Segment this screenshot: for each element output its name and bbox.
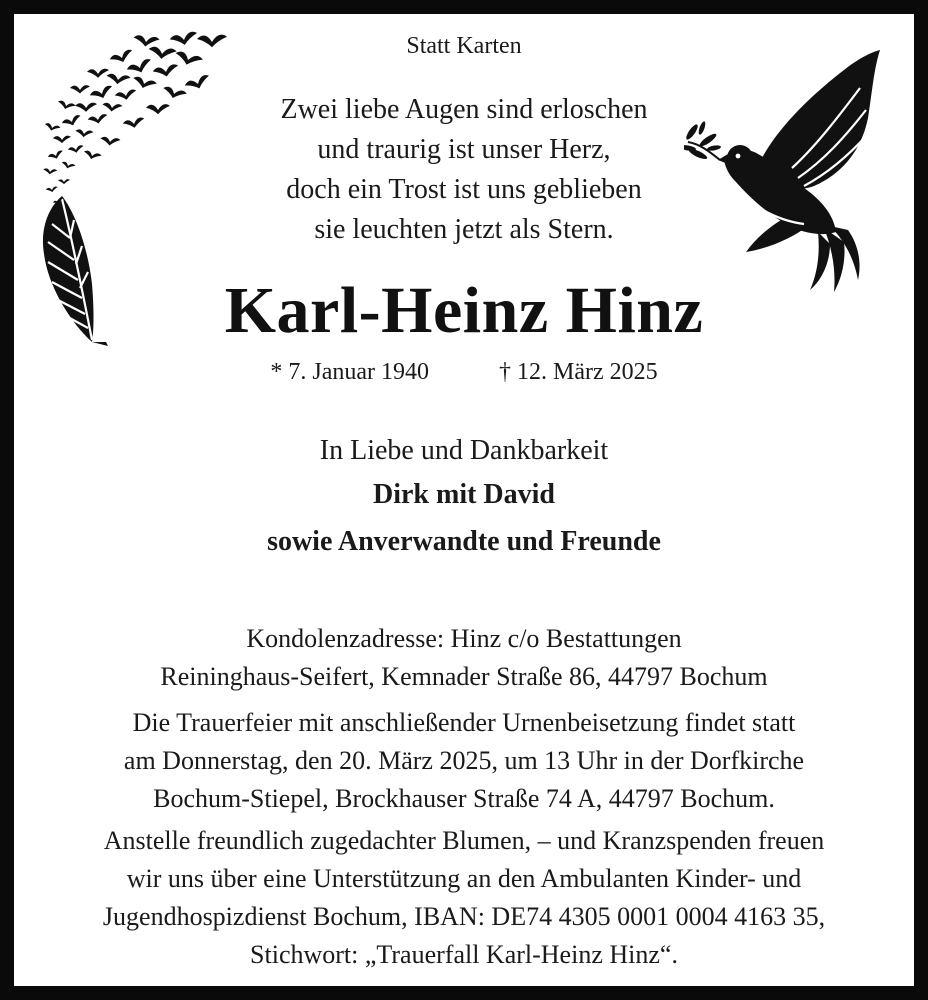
- ceremony-line: Bochum-Stiepel, Brockhauser Straße 74 A, 44797 Bochum.: [153, 784, 775, 813]
- donation-line: Anstelle freundlich zugedachter Blumen, – und Kranzspenden freuen: [103, 826, 825, 855]
- birth-date: * 7. Januar 1940: [270, 359, 429, 385]
- bird-icon: [105, 72, 130, 86]
- poem: [0, 90, 928, 250]
- mourners-intro: In Liebe und Dankbarkeit: [319, 435, 609, 466]
- ceremony-info: [0, 704, 928, 818]
- donation-line: wir uns über eine Unterstützung an den Ambulanten Kinder- und: [126, 864, 802, 893]
- bird-icon: [126, 58, 154, 76]
- mourners-relatives: sowie Anverwandte und Freunde: [267, 526, 661, 557]
- ceremony-line: am Donnerstag, den 20. März 2025, um 13 Uhr in der Dorfkirche: [123, 746, 805, 775]
- header-statt-karten: Statt Karten: [406, 33, 522, 59]
- ceremony-line: Die Trauerfeier mit anschließender Urnenbeisetzung findet statt: [132, 708, 796, 737]
- poem-line: Zwei liebe Augen sind erloschen: [280, 94, 648, 125]
- death-date: † 12. März 2025: [499, 359, 658, 385]
- poem-line: und traurig ist unser Herz,: [317, 134, 611, 165]
- poem-line: sie leuchten jetzt als Stern.: [314, 214, 614, 245]
- donation-info: [0, 822, 928, 974]
- address-line: Reininghaus-Seifert, Kemnader Straße 86, 44797 Bochum: [160, 662, 768, 691]
- life-dates: [0, 360, 928, 384]
- bird-icon: [152, 64, 179, 79]
- donation-line: Jugendhospizdienst Bochum, IBAN: DE74 4305 0001 0004 4163 35,: [102, 902, 826, 931]
- condolence-address: [0, 620, 928, 696]
- address-line: Kondolenzadresse: Hinz c/o Bestattungen: [246, 624, 682, 653]
- donation-line: Stichwort: „Trauerfall Karl-Heinz Hinz“.: [250, 940, 678, 969]
- bird-icon: [87, 69, 109, 78]
- poem-line: doch ein Trost ist uns geblieben: [286, 174, 642, 205]
- deceased-name: Karl-Heinz Hinz: [224, 274, 704, 347]
- mourners-family: Dirk mit David: [373, 479, 555, 510]
